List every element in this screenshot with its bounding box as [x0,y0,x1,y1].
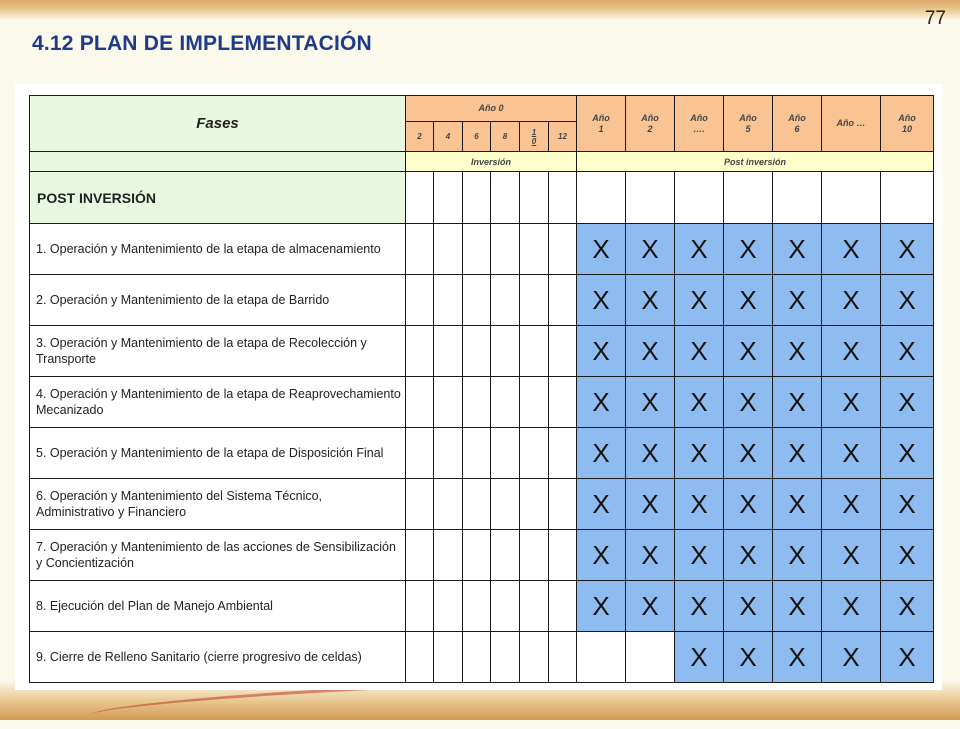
fases-header-spacer [30,152,406,172]
inversion-empty-cell [434,377,463,428]
scheduled-mark: X [675,377,724,428]
scheduled-mark: X [675,581,724,632]
scheduled-mark: X [881,428,934,479]
empty-cell [549,172,577,224]
inversion-empty-cell [520,530,549,581]
scheduled-mark: X [881,581,934,632]
post-inversion-header: Post inversión [577,152,934,172]
table-row [30,428,934,479]
inversion-empty-cell [434,581,463,632]
task-label: 2. Operación y Mantenimiento de la etapa de Barrido [30,275,406,326]
empty-cell [626,172,675,224]
empty-cell [406,172,434,224]
inversion-empty-cell [520,428,549,479]
year-0-subperiod-header: 1 0 [520,122,549,152]
inversion-empty-cell [434,530,463,581]
scheduled-mark: X [822,428,881,479]
inversion-empty-cell [549,428,577,479]
scheduled-mark: X [577,275,626,326]
inversion-empty-cell [491,275,520,326]
scheduled-mark: X [675,326,724,377]
year-0-subperiod-header: 12 [549,122,577,152]
inversion-empty-cell [549,377,577,428]
inversion-empty-cell [463,530,491,581]
scheduled-mark: X [822,275,881,326]
scheduled-mark: X [577,326,626,377]
scheduled-mark: X [577,224,626,275]
scheduled-mark: X [724,479,773,530]
inversion-empty-cell [463,275,491,326]
inversion-empty-cell [549,275,577,326]
inversion-empty-cell [520,479,549,530]
inversion-empty-cell [463,224,491,275]
empty-cell [881,172,934,224]
year-0-subperiod-header: 4 [434,122,463,152]
table-row [30,275,934,326]
empty-cell [724,172,773,224]
scheduled-mark: X [822,632,881,683]
empty-cell [577,172,626,224]
scheduled-mark: X [724,326,773,377]
inversion-empty-cell [549,479,577,530]
scheduled-mark: X [577,428,626,479]
inversion-empty-cell [406,428,434,479]
inversion-empty-cell [520,632,549,683]
inversion-empty-cell [549,530,577,581]
inversion-empty-cell [549,326,577,377]
page-number: 77 [924,8,946,29]
inversion-empty-cell [463,326,491,377]
inversion-empty-cell [520,224,549,275]
scheduled-mark: X [626,479,675,530]
inversion-empty-cell [434,479,463,530]
scheduled-mark: X [626,275,675,326]
scheduled-mark: X [577,530,626,581]
scheduled-mark: X [773,326,822,377]
scheduled-mark: X [822,224,881,275]
year-0-subperiod-header: 6 [463,122,491,152]
inversion-empty-cell [434,326,463,377]
inversion-empty-cell [463,581,491,632]
table-row [30,326,934,377]
scheduled-mark: X [773,530,822,581]
scheduled-mark: X [881,224,934,275]
scheduled-mark: X [881,275,934,326]
inversion-empty-cell [520,581,549,632]
inversion-empty-cell [491,428,520,479]
top-decorative-band [0,0,960,20]
unscheduled-cell [626,632,675,683]
inversion-empty-cell [491,326,520,377]
year-header: Año 2 [626,96,675,152]
table-row [30,479,934,530]
inversion-empty-cell [406,530,434,581]
year-header: Año 5 [724,96,773,152]
scheduled-mark: X [675,632,724,683]
scheduled-mark: X [675,530,724,581]
scheduled-mark: X [626,428,675,479]
inversion-empty-cell [406,275,434,326]
task-label: 5. Operación y Mantenimiento de la etapa de Disposición Final [30,428,406,479]
table-row [30,224,934,275]
scheduled-mark: X [724,428,773,479]
inversion-empty-cell [491,530,520,581]
inversion-empty-cell [463,377,491,428]
inversion-empty-cell [491,479,520,530]
scheduled-mark: X [626,326,675,377]
task-label: 9. Cierre de Relleno Sanitario (cierre progresivo de celdas) [30,632,406,683]
scheduled-mark: X [577,377,626,428]
scheduled-mark: X [626,224,675,275]
scheduled-mark: X [724,530,773,581]
year-header: Año … [822,96,881,152]
inversion-empty-cell [463,428,491,479]
inversion-empty-cell [549,224,577,275]
inversion-empty-cell [549,632,577,683]
scheduled-mark: X [675,479,724,530]
implementation-plan-table [29,95,934,683]
empty-cell [773,172,822,224]
inversion-empty-cell [491,377,520,428]
scheduled-mark: X [881,479,934,530]
scheduled-mark: X [822,530,881,581]
scheduled-mark: X [773,479,822,530]
inversion-empty-cell [491,581,520,632]
inversion-empty-cell [406,326,434,377]
scheduled-mark: X [822,377,881,428]
task-label: 3. Operación y Mantenimiento de la etapa de Recolección y Transporte [30,326,406,377]
unscheduled-cell [577,632,626,683]
inversion-empty-cell [434,428,463,479]
fases-header: Fases [30,96,406,152]
scheduled-mark: X [881,632,934,683]
table-row [30,632,934,683]
scheduled-mark: X [773,428,822,479]
year-header: Año …. [675,96,724,152]
task-label: 8. Ejecución del Plan de Manejo Ambiental [30,581,406,632]
scheduled-mark: X [822,479,881,530]
inversion-empty-cell [520,275,549,326]
inversion-header: Inversión [406,152,577,172]
task-label: 6. Operación y Mantenimiento del Sistema Técnico, Administrativo y Financiero [30,479,406,530]
inversion-empty-cell [463,632,491,683]
empty-cell [463,172,491,224]
scheduled-mark: X [724,224,773,275]
year-header: Año 1 [577,96,626,152]
table-row [30,530,934,581]
scheduled-mark: X [577,581,626,632]
year-0-header: Año 0 [406,96,577,122]
inversion-empty-cell [434,224,463,275]
scheduled-mark: X [577,479,626,530]
inversion-empty-cell [491,224,520,275]
scheduled-mark: X [822,581,881,632]
inversion-empty-cell [520,326,549,377]
scheduled-mark: X [773,581,822,632]
inversion-empty-cell [406,479,434,530]
year-header: Año 10 [881,96,934,152]
scheduled-mark: X [675,428,724,479]
inversion-empty-cell [434,632,463,683]
scheduled-mark: X [724,275,773,326]
table-row [30,377,934,428]
empty-cell [675,172,724,224]
scheduled-mark: X [724,581,773,632]
scheduled-mark: X [626,530,675,581]
section-post-inversion: POST INVERSIÓN [30,172,406,224]
scheduled-mark: X [881,326,934,377]
scheduled-mark: X [773,275,822,326]
scheduled-mark: X [724,632,773,683]
inversion-empty-cell [406,377,434,428]
scheduled-mark: X [675,224,724,275]
inversion-empty-cell [463,479,491,530]
scheduled-mark: X [822,326,881,377]
year-0-subperiod-header: 8 [491,122,520,152]
inversion-empty-cell [434,275,463,326]
inversion-empty-cell [549,581,577,632]
empty-cell [520,172,549,224]
scheduled-mark: X [773,224,822,275]
empty-cell [822,172,881,224]
scheduled-mark: X [773,377,822,428]
year-header: Año 6 [773,96,822,152]
scheduled-mark: X [773,632,822,683]
scheduled-mark: X [724,377,773,428]
inversion-empty-cell [520,377,549,428]
inversion-empty-cell [406,632,434,683]
empty-cell [434,172,463,224]
page-title: 4.12 PLAN DE IMPLEMENTACIÓN [32,32,372,55]
scheduled-mark: X [881,377,934,428]
scheduled-mark: X [626,377,675,428]
inversion-empty-cell [491,632,520,683]
empty-cell [491,172,520,224]
inversion-empty-cell [406,224,434,275]
task-label: 7. Operación y Mantenimiento de las acciones de Sensibilización y Concientización [30,530,406,581]
task-label: 4. Operación y Mantenimiento de la etapa de Reaprovechamiento Mecanizado [30,377,406,428]
table-row [30,581,934,632]
inversion-empty-cell [406,581,434,632]
scheduled-mark: X [675,275,724,326]
year-0-subperiod-header: 2 [406,122,434,152]
scheduled-mark: X [881,530,934,581]
task-label: 1. Operación y Mantenimiento de la etapa de almacenamiento [30,224,406,275]
scheduled-mark: X [626,581,675,632]
